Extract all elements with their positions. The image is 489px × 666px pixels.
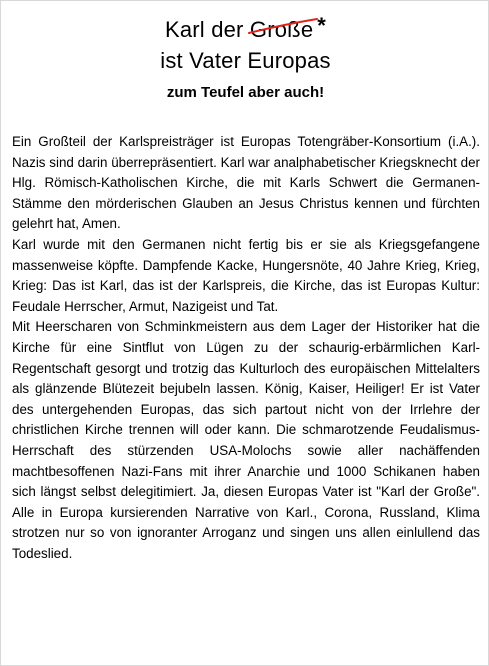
body-text [12, 132, 480, 564]
paragraph-1: Ein Großteil der Karlspreisträger ist Europas Totengräber-Konsortium (i.A.). Nazis sind darin überrepräsentiert. Karl war analphabetischer Kriegsknecht der Hlg. Römisch-Katholischen Kirche, die mit Karls Schwert die Germanen-Stämme den mörderischen Glauben an Jesus Christus kennen und fürchten gelehrt hat, Amen. [12, 134, 480, 232]
title-line-2: ist Vater Europas [160, 48, 331, 73]
title-prefix: Karl der [164, 17, 250, 42]
subtitle: zum Teufel aber auch! [166, 84, 325, 101]
paragraph-2: Karl wurde mit den Germanen nicht fertig bis er sie als Kriegsgefangene massenweise köpfte. Dampfende Kacke, Hungersnöte, 40 Jahre Krieg, Krieg, Krieg: Das ist Karl, das ist der Karlspreis, die Kirche, das ist Europas Kultur: Feudale Herrscher, Armut, Nazigeist und Tat. [12, 236, 480, 314]
struck-word-text: Große [249, 17, 314, 42]
paragraph-3: Mit Heerscharen von Schminkmeistern aus dem Lager der Historiker hat die Kirche für eine Sintflut von Lügen zu der schaurig-erbärmlichen Karl-Regentschaft gesorgt und trotzig das Kulturloch des europäischen Mittelalters als glänzende Blütezeit bejubeln lassen. König, Kaiser, Heiliger! Er ist Vater des untergehenden Europas, das sich partout nicht von der Irrlehre der christlichen Kirche trennen will oder kann. Die schmarotzende Feudalismus-Herrschaft des stürzenden USA-Molochs sowie aller nachäffenden machtbesoffenen Nazi-Fans mit ihrer Anarchie und 1000 Schikanen haben sich längst selbst delegitimiert. Ja, diesen Europas Vater ist "Karl der Große". Alle in Europa kursierenden Narrative von Karl., Corona, Russland, Klima strotzen nur so von ignoranter Arroganz und singen uns allen einlullend das Todeslied. [12, 319, 480, 561]
title-asterisk: * [317, 13, 327, 38]
title-line-1 [1, 13, 489, 43]
struck-word [250, 17, 313, 43]
